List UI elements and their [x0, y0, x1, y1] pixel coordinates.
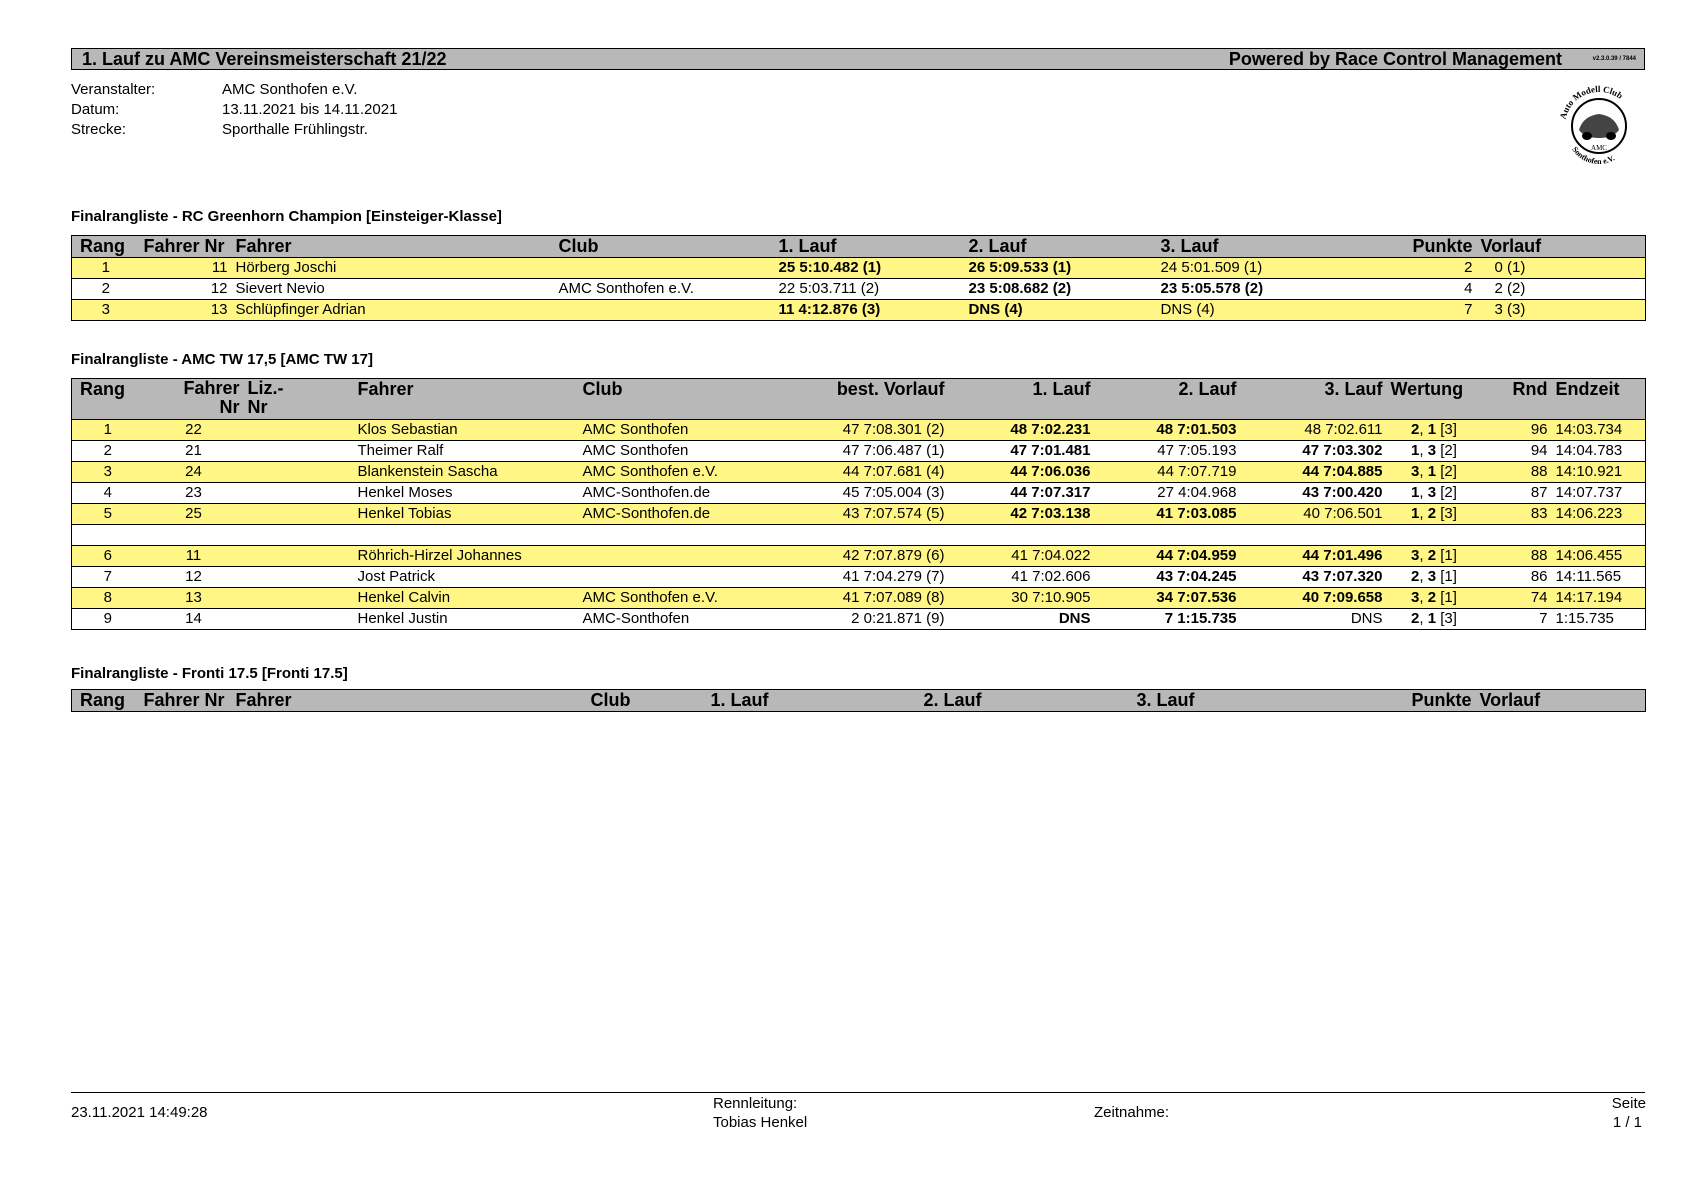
table-row [72, 462, 1646, 483]
cell-rang: 2 [72, 279, 140, 300]
col-header: 3. Lauf [1157, 236, 1347, 258]
table-row [72, 609, 1646, 630]
wertung-separator: , [1419, 589, 1428, 606]
wertung-second: 1 [1427, 610, 1437, 627]
cell-fahrer: Henkel Tobias [354, 504, 579, 525]
cell-fahrer: Hörberg Joschi [232, 258, 555, 279]
cell-rnd: 74 [1482, 588, 1552, 609]
table-row [72, 441, 1646, 462]
cell-lauf2: 44 7:07.719 [1095, 462, 1241, 483]
wertung-separator: , [1419, 463, 1428, 480]
cell-endzeit: 1:15.735 [1552, 609, 1646, 630]
cell-lauf3: DNS [1241, 609, 1387, 630]
col-header: 1. Lauf [775, 236, 965, 258]
cell-club: AMC-Sonthofen.de [579, 483, 799, 504]
cell-rang: 9 [72, 609, 144, 630]
wertung-bracket: [1] [1440, 568, 1457, 585]
cell-endzeit: 14:04.783 [1552, 441, 1646, 462]
cell-liz-nr [244, 567, 354, 588]
cell-lauf1: 30 7:10.905 [949, 588, 1095, 609]
cell-rnd: 86 [1482, 567, 1552, 588]
spacer-cell [72, 525, 1646, 546]
cell-rang: 6 [72, 546, 144, 567]
cell-nr: 12 [140, 279, 232, 300]
col-header-line: Liz.- [247, 378, 284, 398]
wertung-second: 2 [1427, 505, 1437, 522]
info-value-organizer: AMC Sonthofen e.V. [222, 81, 358, 98]
cell-club: AMC Sonthofen e.V. [555, 279, 775, 300]
cell-lauf2: 23 5:08.682 (2) [965, 279, 1157, 300]
wertung-second: 1 [1427, 421, 1437, 438]
group-spacer-row [72, 525, 1646, 546]
col-header: Fahrer Nr [140, 236, 232, 258]
footer-divider [71, 1092, 1645, 1093]
cell-lauf1: 41 7:02.606 [949, 567, 1095, 588]
results-body-tw175 [72, 420, 1646, 630]
cell-wertung [1387, 504, 1482, 525]
wertung-first: 1 [1411, 442, 1420, 459]
col-header: 3. Lauf [1241, 379, 1387, 420]
cell-rnd: 88 [1482, 462, 1552, 483]
cell-liz-nr [244, 420, 354, 441]
cell-club: AMC Sonthofen e.V. [579, 462, 799, 483]
cell-rang: 8 [72, 588, 144, 609]
cell-wertung [1387, 420, 1482, 441]
page-number [1612, 1094, 1646, 1132]
table-row [72, 504, 1646, 525]
table-header-row [72, 379, 1646, 420]
col-header: Club [587, 690, 707, 712]
cell-nr: 11 [140, 258, 232, 279]
version-label: v2.3.0.39 / 7844 [1592, 56, 1636, 62]
table-row [72, 546, 1646, 567]
col-header: Rang [72, 379, 144, 420]
cell-lauf3: 43 7:07.320 [1241, 567, 1387, 588]
wertung-bracket: [2] [1440, 484, 1457, 501]
report-title: 1. Lauf zu AMC Vereinsmeisterschaft 21/22 [82, 49, 447, 69]
cell-club [579, 546, 799, 567]
cell-liz-nr [244, 546, 354, 567]
cell-liz-nr [244, 588, 354, 609]
cell-wertung [1387, 441, 1482, 462]
col-header [244, 379, 354, 420]
wertung-first: 1 [1411, 505, 1420, 522]
wertung-second: 3 [1427, 442, 1437, 459]
cell-club: AMC-Sonthofen [579, 609, 799, 630]
col-header: Club [579, 379, 799, 420]
cell-lauf1: 47 7:01.481 [949, 441, 1095, 462]
cell-rang: 2 [72, 441, 144, 462]
table-row [72, 420, 1646, 441]
wertung-bracket: [3] [1440, 421, 1457, 438]
cell-lauf3: 23 5:05.578 (2) [1157, 279, 1347, 300]
table-row [72, 258, 1646, 279]
cell-endzeit: 14:17.194 [1552, 588, 1646, 609]
cell-liz-nr [244, 462, 354, 483]
wertung-bracket: [2] [1440, 442, 1457, 459]
svg-text:AMC: AMC [1591, 144, 1607, 152]
wertung-first: 2 [1411, 421, 1420, 438]
cell-rang: 4 [72, 483, 144, 504]
cell-fahrer: Sievert Nevio [232, 279, 555, 300]
table-row [72, 588, 1646, 609]
cell-lauf2: 7 1:15.735 [1095, 609, 1241, 630]
cell-rang: 1 [72, 420, 144, 441]
wertung-second: 2 [1427, 589, 1437, 606]
cell-vorlauf: 3 (3) [1477, 300, 1646, 321]
cell-lauf2: 26 5:09.533 (1) [965, 258, 1157, 279]
cell-lauf2: DNS (4) [965, 300, 1157, 321]
event-info-labels [71, 80, 155, 140]
cell-club: AMC Sonthofen [579, 420, 799, 441]
cell-nr: 11 [144, 546, 244, 567]
cell-rnd: 7 [1482, 609, 1552, 630]
cell-punkte: 2 [1347, 258, 1477, 279]
cell-wertung [1387, 546, 1482, 567]
wertung-second: 1 [1427, 463, 1437, 480]
cell-wertung [1387, 483, 1482, 504]
col-header: Fahrer Nr [140, 690, 232, 712]
print-timestamp: 23.11.2021 14:49:28 [71, 1104, 208, 1121]
cell-club: AMC Sonthofen [579, 441, 799, 462]
cell-liz-nr [244, 483, 354, 504]
cell-best-vorlauf: 47 7:08.301 (2) [799, 420, 949, 441]
wertung-first: 3 [1411, 589, 1420, 606]
cell-fahrer: Henkel Calvin [354, 588, 579, 609]
cell-rang: 7 [72, 567, 144, 588]
cell-best-vorlauf: 41 7:07.089 (8) [799, 588, 949, 609]
cell-club [579, 567, 799, 588]
col-header: Rnd [1482, 379, 1552, 420]
wertung-bracket: [1] [1440, 589, 1457, 606]
cell-club: AMC-Sonthofen.de [579, 504, 799, 525]
cell-fahrer: Henkel Justin [354, 609, 579, 630]
svg-text:Auto Modell Club: Auto Modell Club [1557, 83, 1625, 121]
cell-endzeit: 14:06.223 [1552, 504, 1646, 525]
table-row [72, 300, 1646, 321]
cell-lauf2: 41 7:03.085 [1095, 504, 1241, 525]
cell-lauf1: DNS [949, 609, 1095, 630]
section-title-tw175: Finalrangliste - AMC TW 17,5 [AMC TW 17] [71, 351, 373, 368]
col-header-line: Fahrer [183, 378, 240, 398]
cell-lauf1: 25 5:10.482 (1) [775, 258, 965, 279]
cell-liz-nr [244, 504, 354, 525]
cell-fahrer: Röhrich-Hirzel Johannes [354, 546, 579, 567]
cell-wertung [1387, 462, 1482, 483]
cell-liz-nr [244, 441, 354, 462]
wertung-second: 3 [1427, 568, 1437, 585]
col-header: Punkte [1347, 236, 1477, 258]
col-header: 2. Lauf [920, 690, 1133, 712]
timing-label: Zeitnahme: [1094, 1104, 1170, 1121]
cell-lauf1: 44 7:07.317 [949, 483, 1095, 504]
cell-endzeit: 14:06.455 [1552, 546, 1646, 567]
cell-lauf1: 11 4:12.876 (3) [775, 300, 965, 321]
col-header: Club [555, 236, 775, 258]
cell-lauf3: 40 7:06.501 [1241, 504, 1387, 525]
cell-fahrer: Theimer Ralf [354, 441, 579, 462]
table-header-row [72, 690, 1646, 712]
cell-wertung [1387, 588, 1482, 609]
table-row [72, 567, 1646, 588]
wertung-first: 2 [1411, 568, 1420, 585]
cell-punkte: 4 [1347, 279, 1477, 300]
cell-best-vorlauf: 47 7:06.487 (1) [799, 441, 949, 462]
col-header: Rang [72, 690, 140, 712]
col-header-line: Nr [219, 397, 240, 417]
cell-best-vorlauf: 44 7:07.681 (4) [799, 462, 949, 483]
cell-nr: 22 [144, 420, 244, 441]
table-header-row [72, 236, 1646, 258]
cell-rang: 3 [72, 300, 140, 321]
cell-lauf3: 48 7:02.611 [1241, 420, 1387, 441]
wertung-separator: , [1419, 568, 1428, 585]
info-value-date: 13.11.2021 bis 14.11.2021 [222, 101, 398, 118]
cell-rang: 5 [72, 504, 144, 525]
cell-rnd: 87 [1482, 483, 1552, 504]
cell-lauf2: 48 7:01.503 [1095, 420, 1241, 441]
wertung-separator: , [1419, 442, 1428, 459]
cell-rnd: 94 [1482, 441, 1552, 462]
cell-vorlauf: 2 (2) [1477, 279, 1646, 300]
page-value: 1 / 1 [1612, 1114, 1642, 1131]
section-title-fronti: Finalrangliste - Fronti 17.5 [Fronti 17.5] [71, 665, 348, 682]
cell-endzeit: 14:07.737 [1552, 483, 1646, 504]
cell-rnd: 83 [1482, 504, 1552, 525]
cell-lauf2: 34 7:07.536 [1095, 588, 1241, 609]
cell-lauf1: 41 7:04.022 [949, 546, 1095, 567]
cell-nr: 23 [144, 483, 244, 504]
cell-fahrer: Schlüpfinger Adrian [232, 300, 555, 321]
cell-best-vorlauf: 43 7:07.574 (5) [799, 504, 949, 525]
race-direction [713, 1094, 807, 1132]
col-header: Fahrer [354, 379, 579, 420]
cell-rang: 3 [72, 462, 144, 483]
wertung-second: 2 [1427, 547, 1437, 564]
col-header: 1. Lauf [949, 379, 1095, 420]
col-header: 1. Lauf [707, 690, 920, 712]
club-logo-icon [1553, 80, 1645, 172]
col-header: best. Vorlauf [799, 379, 949, 420]
cell-rang: 1 [72, 258, 140, 279]
cell-fahrer: Blankenstein Sascha [354, 462, 579, 483]
cell-vorlauf: 0 (1) [1477, 258, 1646, 279]
cell-nr: 13 [140, 300, 232, 321]
table-row [72, 279, 1646, 300]
cell-best-vorlauf: 45 7:05.004 (3) [799, 483, 949, 504]
cell-rnd: 96 [1482, 420, 1552, 441]
cell-wertung [1387, 567, 1482, 588]
cell-lauf2: 43 7:04.245 [1095, 567, 1241, 588]
report-title-bar [71, 48, 1645, 70]
wertung-bracket: [3] [1440, 610, 1457, 627]
powered-by: Powered by Race Control Management [1228, 49, 1562, 69]
cell-lauf2: 44 7:04.959 [1095, 546, 1241, 567]
col-header: Rang [72, 236, 140, 258]
cell-lauf1: 44 7:06.036 [949, 462, 1095, 483]
wertung-first: 3 [1411, 547, 1420, 564]
cell-fahrer: Klos Sebastian [354, 420, 579, 441]
wertung-bracket: [2] [1440, 463, 1457, 480]
cell-lauf2: 47 7:05.193 [1095, 441, 1241, 462]
col-header: 3. Lauf [1133, 690, 1346, 712]
cell-punkte: 7 [1347, 300, 1477, 321]
cell-lauf2: 27 4:04.968 [1095, 483, 1241, 504]
col-header: 2. Lauf [965, 236, 1157, 258]
cell-best-vorlauf: 41 7:04.279 (7) [799, 567, 949, 588]
info-label-date: Datum: [71, 101, 120, 118]
cell-fahrer: Henkel Moses [354, 483, 579, 504]
section-title-greenhorn: Finalrangliste - RC Greenhorn Champion [Einsteiger-Klasse] [71, 208, 502, 225]
cell-nr: 13 [144, 588, 244, 609]
cell-best-vorlauf: 2 0:21.871 (9) [799, 609, 949, 630]
cell-lauf1: 42 7:03.138 [949, 504, 1095, 525]
cell-lauf3: 47 7:03.302 [1241, 441, 1387, 462]
wertung-bracket: [1] [1440, 547, 1457, 564]
cell-wertung [1387, 609, 1482, 630]
wertung-first: 2 [1411, 610, 1420, 627]
cell-best-vorlauf: 42 7:07.879 (6) [799, 546, 949, 567]
col-header: Fahrer [232, 236, 555, 258]
race-direction-label: Rennleitung: [713, 1095, 798, 1112]
info-label-track: Strecke: [71, 121, 127, 138]
cell-lauf3: 43 7:00.420 [1241, 483, 1387, 504]
col-header: Wertung [1387, 379, 1482, 420]
cell-rnd: 88 [1482, 546, 1552, 567]
cell-club: AMC Sonthofen e.V. [579, 588, 799, 609]
cell-nr: 25 [144, 504, 244, 525]
wertung-separator: , [1419, 610, 1428, 627]
col-header-line: Nr [247, 397, 268, 417]
page-label: Seite [1611, 1095, 1646, 1112]
cell-lauf3: DNS (4) [1157, 300, 1347, 321]
info-value-track: Sporthalle Frühlingstr. [222, 121, 368, 138]
cell-lauf1: 22 5:03.711 (2) [775, 279, 965, 300]
col-header: Endzeit [1552, 379, 1646, 420]
cell-liz-nr [244, 609, 354, 630]
cell-endzeit: 14:11.565 [1552, 567, 1646, 588]
results-table-tw175 [71, 378, 1646, 630]
col-header: Fahrer [232, 690, 587, 712]
cell-lauf3: 44 7:01.496 [1241, 546, 1387, 567]
cell-endzeit: 14:03.734 [1552, 420, 1646, 441]
col-header: Vorlauf [1477, 236, 1646, 258]
cell-lauf3: 44 7:04.885 [1241, 462, 1387, 483]
cell-nr: 12 [144, 567, 244, 588]
event-info-values [222, 80, 397, 140]
cell-lauf1: 48 7:02.231 [949, 420, 1095, 441]
cell-nr: 24 [144, 462, 244, 483]
wertung-first: 1 [1411, 484, 1420, 501]
wertung-separator: , [1419, 421, 1428, 438]
cell-endzeit: 14:10.921 [1552, 462, 1646, 483]
info-label-organizer: Veranstalter: [71, 81, 156, 98]
col-header: 2. Lauf [1095, 379, 1241, 420]
wertung-separator: , [1419, 484, 1428, 501]
wertung-first: 3 [1411, 463, 1420, 480]
cell-lauf3: 40 7:09.658 [1241, 588, 1387, 609]
svg-text:Sonthofen e.V.: Sonthofen e.V. [1570, 145, 1617, 167]
cell-nr: 14 [144, 609, 244, 630]
cell-fahrer: Jost Patrick [354, 567, 579, 588]
col-header: Punkte [1346, 690, 1476, 712]
wertung-second: 3 [1427, 484, 1437, 501]
table-row [72, 483, 1646, 504]
results-table-fronti [71, 689, 1646, 712]
col-header: Vorlauf [1476, 690, 1646, 712]
cell-club [555, 258, 775, 279]
wertung-separator: , [1419, 547, 1428, 564]
cell-club [555, 300, 775, 321]
wertung-separator: , [1419, 505, 1428, 522]
col-header [144, 379, 244, 420]
cell-nr: 21 [144, 441, 244, 462]
race-direction-name: Tobias Henkel [713, 1114, 808, 1131]
results-table-greenhorn [71, 235, 1646, 321]
wertung-bracket: [3] [1440, 505, 1457, 522]
cell-lauf3: 24 5:01.509 (1) [1157, 258, 1347, 279]
